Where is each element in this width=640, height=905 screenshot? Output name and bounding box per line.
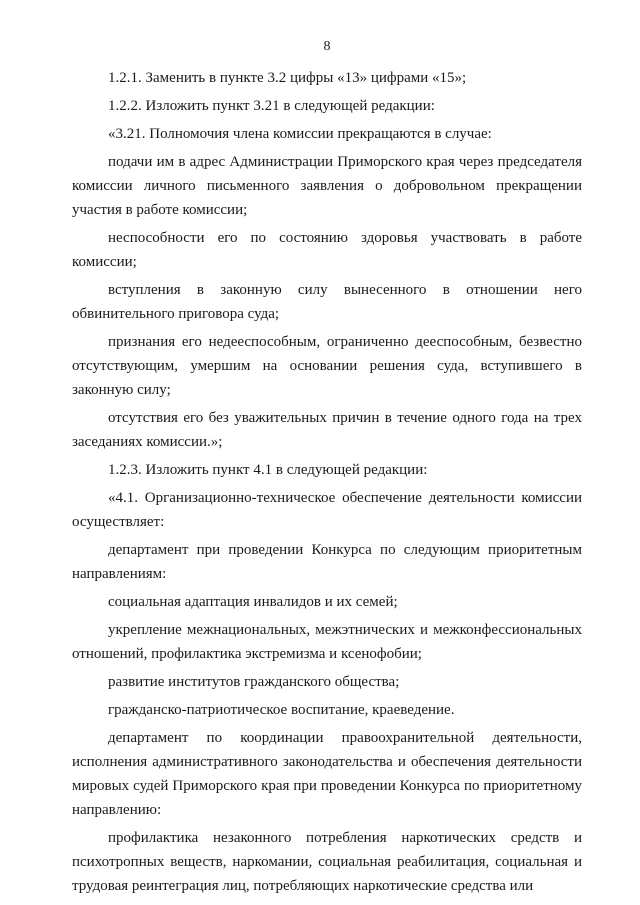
list-item-civil-society: развитие институтов гражданского общества; [108, 674, 400, 690]
list-item-social-adaptation: социальная адаптация инвалидов и их семей; [108, 594, 398, 610]
paragraph-drug-prevention: профилактика незаконного потребления наркотических средств и психотропных веществ, наркомании, социальная реабилитация, социальная и трудовая реинтеграция лиц, потребляющих наркотические средства или [72, 830, 582, 894]
paragraph-3-21-heading: «3.21. Полномочия члена комиссии прекращаются в случае: [108, 126, 492, 142]
document-body [72, 66, 582, 898]
page-number: 8 [323, 39, 331, 54]
list-item-patriotic-education: гражданско-патриотическое воспитание, краеведение. [108, 702, 455, 718]
paragraph-termination-incapacity: признания его недееспособным, ограниченно дееспособным, безвестно отсутствующим, умершим на основании решения суда, вступившего в законную силу; [72, 334, 582, 398]
paragraph-termination-absence: отсутствия его без уважительных причин в течение одного года на трех заседаниях комиссии.»; [72, 410, 582, 450]
list-item-interethnic-relations: укрепление межнациональных, межэтнических и межконфессиональных отношений, профилактика экстремизма и ксенофобии; [72, 622, 582, 662]
paragraph-termination-sentence: вступления в законную силу вынесенного в отношении него обвинительного приговора суда; [72, 282, 582, 322]
paragraph-1-2-3: 1.2.3. Изложить пункт 4.1 в следующей редакции: [108, 462, 428, 478]
paragraph-1-2-2: 1.2.2. Изложить пункт 3.21 в следующей редакции: [108, 98, 435, 114]
paragraph-1-2-1: 1.2.1. Заменить в пункте 3.2 цифры «13» цифрами «15»; [108, 70, 467, 86]
paragraph-termination-application: подачи им в адрес Администрации Приморского края через председателя комиссии личного письменного заявления о добровольном прекращении участия в работе комиссии; [72, 154, 582, 218]
paragraph-termination-health: неспособности его по состоянию здоровья участвовать в работе комиссии; [72, 230, 582, 270]
paragraph-4-1-heading: «4.1. Организационно-техническое обеспечение деятельности комиссии осуществляет: [72, 490, 582, 530]
paragraph-law-enforcement-department: департамент по координации правоохранительной деятельности, исполнения административного законодательства и обеспечения деятельности мировых судей Приморского края при проведении Конкурса по приоритетному направлению: [72, 730, 582, 818]
paragraph-department-directions: департамент при проведении Конкурса по следующим приоритетным направлениям: [72, 542, 582, 582]
